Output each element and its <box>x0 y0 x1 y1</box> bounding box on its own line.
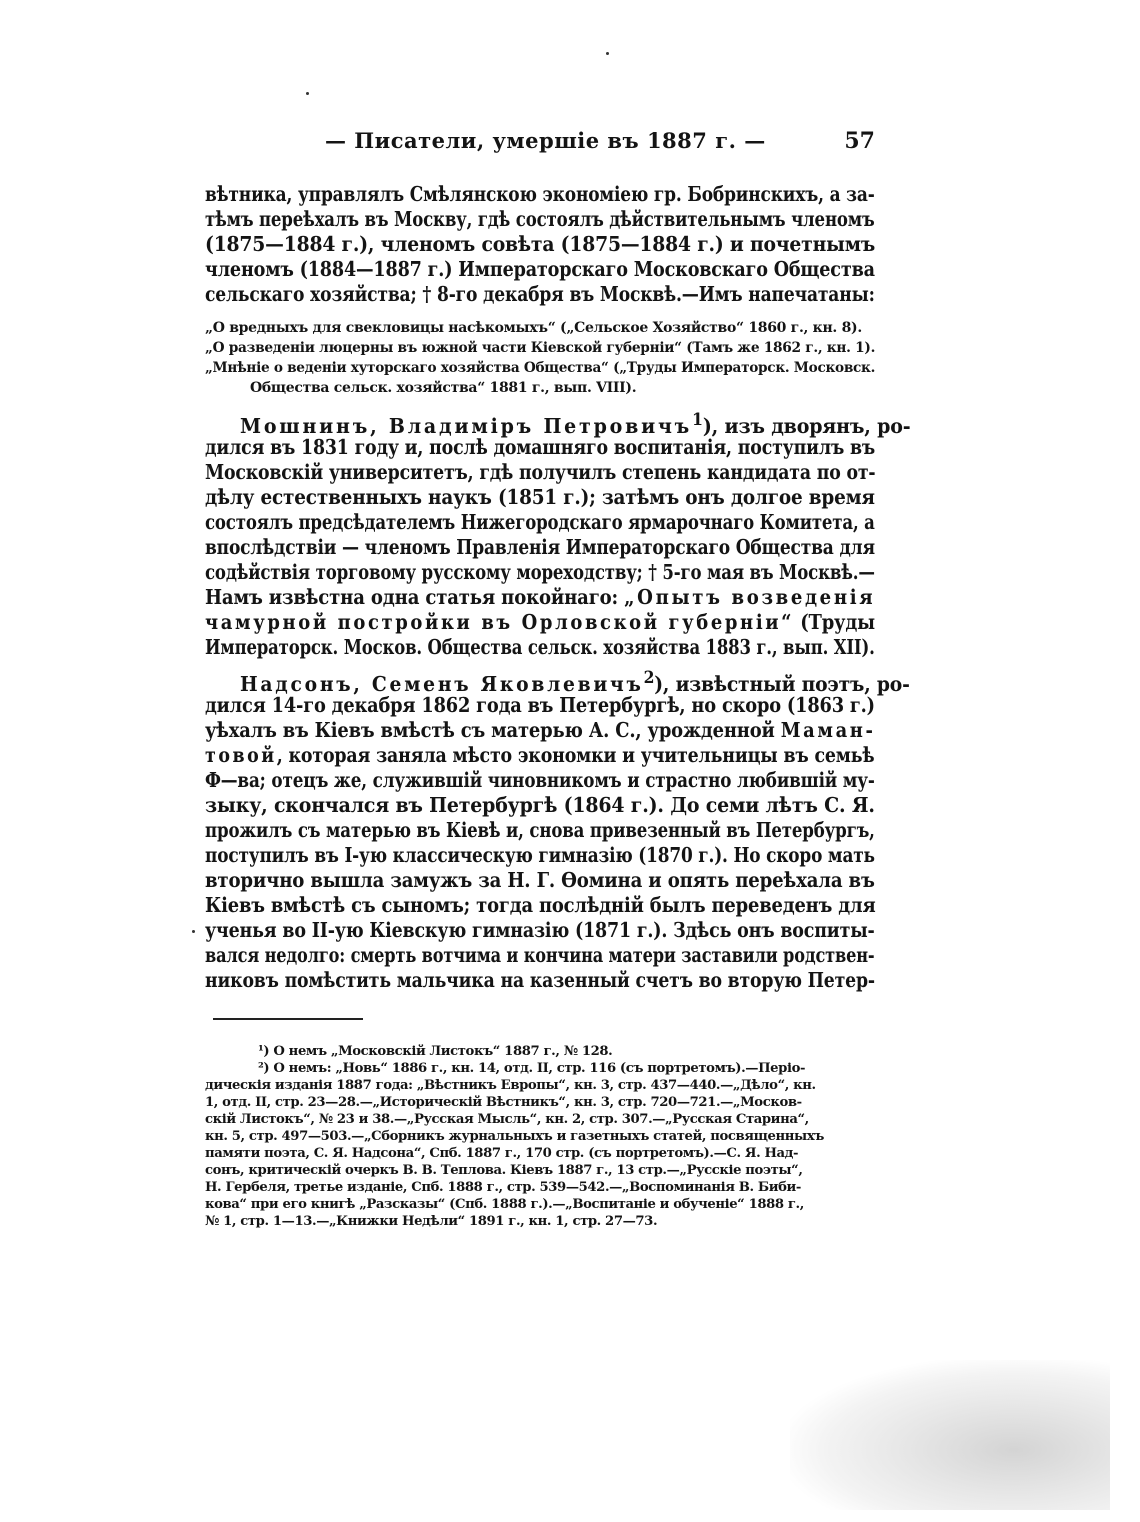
text-line: дѣлу естественныхъ наукъ (1851 г.); затѣмъ онъ долгое время <box>205 485 875 509</box>
work-entry: „О разведеніи люцерны въ южной части Кіевской губерніи“ (Тамъ же 1862 г., кн. 1). <box>205 340 876 356</box>
text-fragment: (Труды <box>794 610 875 634</box>
text-fragment: ), изъ дворянъ, ро- <box>702 413 911 438</box>
footnote-line: дическія изданія 1887 года: „Вѣстникъ Европы“, кн. 3, стр. 437—440.—„Дѣло“, кн. <box>205 1078 816 1093</box>
text-line: тѣмъ переѣхалъ въ Москву, гдѣ состоялъ дѣйствительнымъ членомъ <box>205 207 875 231</box>
text-line: вался недолго: смерть вотчима и кончина матери заставили родствен- <box>205 943 875 967</box>
footnote-line: памяти поэта, С. Я. Надсона“, Спб. 1887 г., 170 стр. (съ портретомъ).—С. Я. Над- <box>205 1146 799 1161</box>
footnote: ¹) О немъ „Московскій Листокъ“ 1887 г., № 128. <box>258 1044 613 1059</box>
author-name: Надсонъ, Семенъ Яковлевичъ <box>240 671 644 696</box>
maiden-name: товой <box>205 743 277 767</box>
work-entry: „Мнѣніе о веденіи хуторскаго хозяйства Общества“ („Труды Императорск. Московск. <box>205 360 875 376</box>
footnote-line: сонъ, критическій очеркъ В. В. Теплова. Кіевъ 1887 г., 13 стр.—„Русскіе поэты“, <box>205 1163 803 1178</box>
page-number: 57 <box>844 128 875 154</box>
work-title: „Опытъ возведенія <box>624 585 876 609</box>
text-line: впослѣдствіи — членомъ Правленія Императорскаго Общества для <box>205 535 875 559</box>
work-entry: Общества сельск. хозяйства“ 1881 г., вып. VIII). <box>250 380 637 396</box>
text-fragment: , которая заняла мѣсто экономки и учительницы въ семьѣ <box>276 743 875 767</box>
text-fragment: уѣхалъ въ Кіевъ вмѣстѣ съ матерью А. С., урожденной <box>205 718 781 742</box>
work-title: чамурной постройки въ Орловской губерніи“ <box>205 610 795 634</box>
text-line: вторично вышла замужъ за Н. Г. Ѳомина и опять переѣхала въ <box>205 868 875 892</box>
text-line: ученья во II-ую Кіевскую гимназію (1871 г.). Здѣсь онъ воспиты- <box>205 918 875 942</box>
text-fragment: ), извѣстный поэтъ, ро- <box>654 671 910 696</box>
text-line <box>205 610 875 634</box>
text-line: содѣйствія торговому русскому мореходству; † 5-го мая въ Москвѣ.— <box>205 560 875 584</box>
text-line <box>205 718 875 742</box>
footnote-ref: 1 <box>692 410 703 430</box>
text-fragment: Намъ извѣстна одна статья покойнаго: <box>205 585 625 609</box>
footnote-separator <box>213 1018 363 1020</box>
text-line: прожилъ съ матерью въ Кіевѣ и, снова привезенный въ Петербургъ, <box>205 818 875 842</box>
text-line: дился 14-го декабря 1862 года въ Петербургѣ, но скоро (1863 г.) <box>205 693 875 717</box>
scan-stain <box>790 1360 1110 1510</box>
text-line <box>205 585 875 609</box>
text-line: Московскій университетъ, гдѣ получилъ степень кандидата по от- <box>205 460 876 484</box>
running-header <box>205 128 875 162</box>
text-line: вѣтника, управлялъ Смѣлянскою экономіею гр. Бобринскихъ, а за- <box>205 182 875 206</box>
footnote-line: № 1, стр. 1—13.—„Книжки Недѣли“ 1891 г., кн. 1, стр. 27—73. <box>205 1214 658 1229</box>
footnote-ref: 2 <box>643 668 655 688</box>
text-line: никовъ помѣстить мальчика на казенный счетъ во вторую Петер- <box>205 968 875 992</box>
footnote-line: 1, отд. II, стр. 23—28.—„Историческій Вѣстникъ“, кн. 3, стр. 720—721.—„Москов- <box>205 1095 802 1110</box>
work-entry: „О вредныхъ для свекловицы насѣкомыхъ“ („Сельское Хозяйство“ 1860 г., кн. 8). <box>205 320 862 336</box>
entry-heading-moshnin <box>240 410 910 438</box>
scan-speck <box>192 930 195 933</box>
footnote-line: кова“ при его книгѣ „Разсказы“ (Спб. 1888 г.).—„Воспитаніе и обученіе“ 1888 г., <box>205 1197 804 1212</box>
footnote-line: скій Листокъ“, № 23 и 38.—„Русская Мысль“, кн. 2, стр. 307.—„Русская Старина“, <box>205 1112 809 1127</box>
text-line: сельскаго хозяйства; † 8-го декабря въ Москвѣ.—Имъ напечатаны: <box>205 282 875 306</box>
text-line: Кіевъ вмѣстѣ съ сыномъ; тогда послѣдній былъ переведенъ для <box>205 893 876 917</box>
text-line: зыку, скончался въ Петербургѣ (1864 г.). До семи лѣтъ С. Я. <box>205 793 875 817</box>
text-line: Ф—ва; отецъ же, служившій чиновникомъ и страстно любившій му- <box>205 768 875 792</box>
text-line: дился въ 1831 году и, послѣ домашняго воспитанія, поступилъ въ <box>205 435 875 459</box>
entry-heading-nadson <box>240 668 910 696</box>
footnote: ²) О немъ: „Новь“ 1886 г., кн. 14, отд. II, стр. 116 (съ портретомъ).—Періо- <box>258 1061 806 1076</box>
footnote-line: Н. Гербеля, третье изданіе, Спб. 1888 г., стр. 539—542.—„Воспоминанія В. Биби- <box>205 1180 801 1195</box>
scan-speck <box>606 52 609 55</box>
text-line: поступилъ въ I-ую классическую гимназію (1870 г.). Но скоро мать <box>205 843 875 867</box>
author-name: Мошнинъ, Владиміръ Петровичъ <box>240 413 693 438</box>
text-line: состоялъ предсѣдателемъ Нижегородскаго ярмарочнаго Комитета, а <box>205 510 875 534</box>
maiden-name: Маман- <box>780 718 876 742</box>
text-line: (1875—1884 г.), членомъ совѣта (1875—1884 г.) и почетнымъ <box>205 232 875 256</box>
scan-speck <box>306 92 309 95</box>
footnote-line: кн. 5, стр. 497—503.—„Сборникъ журнальныхъ и газетныхъ статей, посвященныхъ <box>205 1129 825 1144</box>
text-line: членомъ (1884—1887 г.) Императорскаго Московскаго Общества <box>205 257 875 281</box>
text-line: Императорск. Москов. Общества сельск. хозяйства 1883 г., вып. XII). <box>205 635 875 659</box>
running-title: — Писатели, умершіе въ 1887 г. — <box>325 128 766 153</box>
text-line <box>205 743 875 767</box>
